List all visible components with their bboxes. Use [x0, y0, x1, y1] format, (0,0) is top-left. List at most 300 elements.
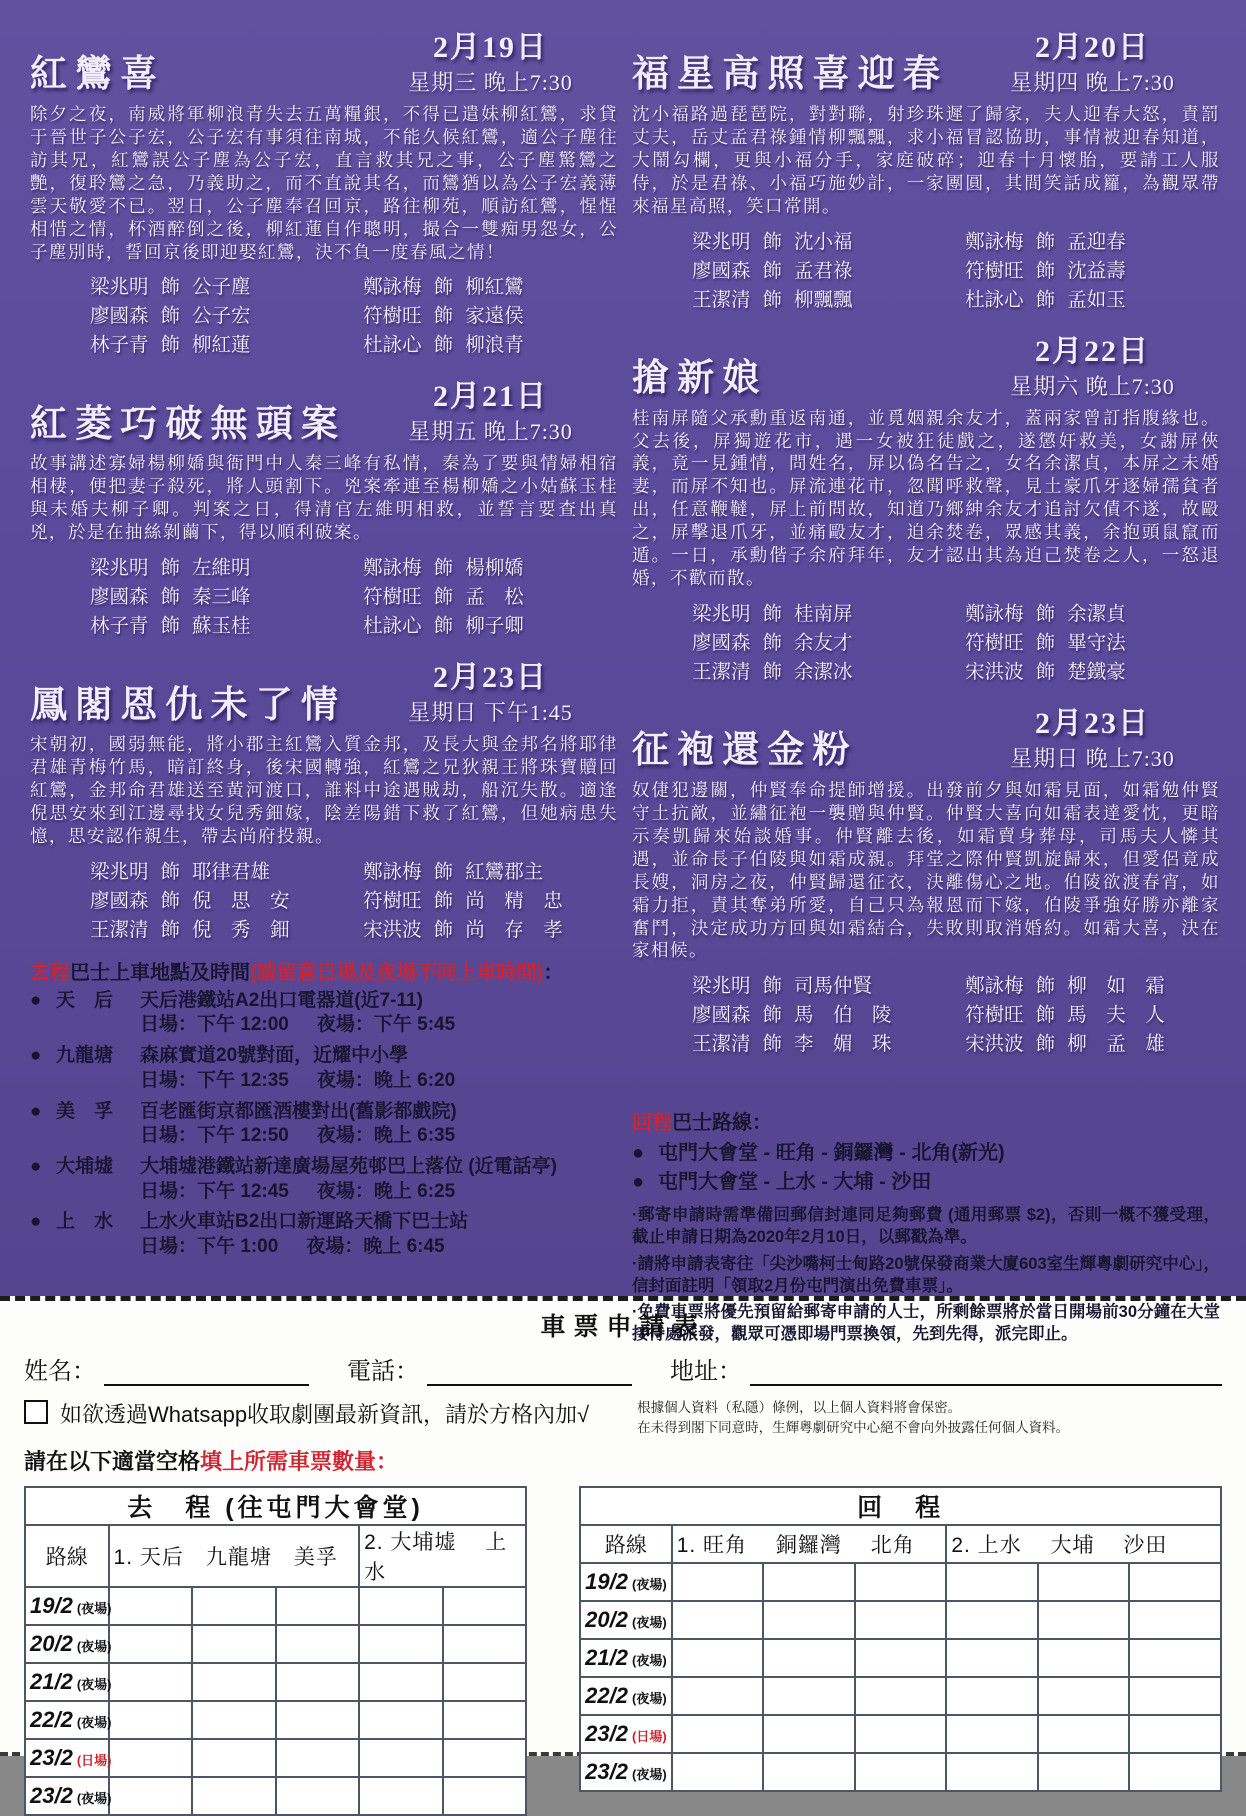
cast-role: 楚鐵豪: [1067, 661, 1126, 683]
show-date-block: [965, 698, 1220, 773]
cast-actor: 符樹旺: [363, 306, 422, 328]
ticket-qty-cell[interactable]: [946, 1715, 1038, 1753]
night-session-time: 夜場：晚上 6:25: [316, 1180, 456, 1202]
cast-entry: [90, 610, 349, 638]
row-session: (日場): [631, 1729, 667, 1745]
cast-list: [632, 218, 1220, 312]
ticket-qty-cell[interactable]: [1129, 1563, 1221, 1601]
ticket-qty-cell[interactable]: [109, 1625, 193, 1663]
route-group-1-header: 1. 天后 九龍塘 美孚: [109, 1525, 360, 1587]
show-title: 紅鸞喜: [30, 54, 166, 96]
bus-stop: [30, 1210, 618, 1259]
row-session: (夜場): [631, 1615, 667, 1631]
row-date: 22/2: [30, 1707, 73, 1733]
ticket-qty-cell[interactable]: [276, 1587, 360, 1625]
cast-entry: [965, 598, 1212, 626]
cast-entry: [692, 970, 951, 998]
table-outbound-wrap: [24, 1486, 527, 1816]
cast-actor: 林子青: [90, 335, 149, 357]
ticket-qty-cell[interactable]: [855, 1677, 947, 1715]
cast-role: 楊柳嬌: [465, 558, 524, 580]
ticket-qty-cell[interactable]: [359, 1701, 443, 1739]
bus-stop-location: 森麻實道20號對面，近耀中小學: [140, 1045, 409, 1067]
show-synopsis: 宋朝初，國弱無能，將小郡主紅鸞入質金邦，及長大與金邦名將耶律君雄青梅竹馬，暗訂終身，後宋國轉強，紅鸞之兄狄親王將珠寶贖回紅鸞，金邦命君雄送至黃河渡口，誰料中途遇賊劫，船沉失散。適逢倪思安來到江邊尋找女兒秀鈿嫁，陰差陽錯下救了紅鸞，但她病患失憶，思安認作親生，帶去尚府投親。: [30, 734, 618, 846]
cast-entry: [90, 552, 349, 580]
bus-stop-name: 上 水: [56, 1211, 114, 1233]
form-fields-row: [18, 1351, 1228, 1386]
cast-role-label: 飾: [762, 603, 783, 625]
ticket-qty-cell[interactable]: [946, 1753, 1038, 1791]
flyer-right-column: [632, 22, 1220, 1344]
ticket-qty-cell[interactable]: [276, 1701, 360, 1739]
ticket-qty-cell[interactable]: [1129, 1753, 1221, 1791]
row-date: 20/2: [585, 1607, 628, 1633]
cast-role-label: 飾: [160, 890, 181, 912]
cast-role: 家遠侯: [465, 306, 524, 328]
show-title: 征袍還金粉: [632, 730, 858, 772]
ticket-qty-cell[interactable]: [763, 1601, 855, 1639]
cast-entry: [363, 581, 610, 609]
ticket-qty-cell[interactable]: [109, 1739, 193, 1777]
ticket-qty-cell[interactable]: [109, 1777, 193, 1815]
show-weekday-time: 星期三 晚上7:30: [408, 70, 573, 95]
ticket-qty-cell[interactable]: [443, 1663, 527, 1701]
show-date-block: [965, 326, 1220, 401]
cast-role-label: 飾: [433, 861, 454, 883]
show-title: 紅菱巧破無頭案: [30, 403, 346, 445]
cast-entry: [90, 271, 349, 299]
cast-entry: [692, 226, 951, 254]
cast-role: 公子塵: [192, 277, 251, 299]
cast-role: 紅鸞郡主: [465, 861, 544, 883]
flyer-left-column: [30, 22, 618, 1296]
night-session-time: 夜場：晚上 6:35: [316, 1125, 456, 1147]
day-session-time: 日場：下午 12:50: [140, 1125, 289, 1147]
cast-actor: 鄭詠梅: [363, 558, 422, 580]
date-row-label: [25, 1739, 112, 1777]
bus-stop-line: [30, 1044, 618, 1069]
row-session: (夜場): [76, 1791, 112, 1807]
table-date-row: [25, 1663, 526, 1701]
cast-role-label: 飾: [762, 976, 783, 998]
ticket-qty-cell[interactable]: [276, 1625, 360, 1663]
bus-stop-name: 美 孚: [56, 1100, 114, 1122]
cast-actor: 杜詠心: [965, 289, 1024, 311]
show-header: [30, 652, 618, 727]
cast-entry: [90, 329, 349, 357]
cast-actor: 符樹旺: [363, 587, 422, 609]
table-title: 去 程 (往屯門大會堂): [25, 1487, 526, 1525]
ticket-qty-cell[interactable]: [1038, 1677, 1130, 1715]
cast-actor: 鄭詠梅: [965, 231, 1024, 253]
ticket-qty-cell[interactable]: [192, 1739, 276, 1777]
cast-role: 沈益壽: [1067, 260, 1126, 282]
cast-entry: [965, 1028, 1212, 1056]
show-date: 2月23日: [1035, 706, 1150, 740]
ticket-qty-cell[interactable]: [855, 1601, 947, 1639]
cast-entry: [692, 627, 951, 655]
row-session: (夜場): [76, 1601, 112, 1617]
show-block-鳳閣恩仇未了情: [30, 652, 618, 942]
cast-entry: [363, 271, 610, 299]
date-row-label: [580, 1639, 672, 1677]
cast-actor: 杜詠心: [363, 335, 422, 357]
show-block-搶新娘: [632, 326, 1220, 684]
cast-actor: 廖國森: [692, 1005, 751, 1027]
ticket-qty-cell[interactable]: [672, 1715, 764, 1753]
ticket-qty-cell[interactable]: [192, 1587, 276, 1625]
table-date-row: [580, 1753, 1221, 1791]
return-route: [632, 1168, 1220, 1197]
cast-entry: [965, 656, 1212, 684]
cast-role-label: 飾: [1035, 1034, 1056, 1056]
show-date-block: [965, 22, 1220, 97]
fill-instruction: [18, 1445, 1228, 1476]
return-label-red: 回程: [632, 1112, 672, 1135]
cast-actor: 王潔清: [692, 289, 751, 311]
ticket-qty-cell[interactable]: [855, 1715, 947, 1753]
cast-actor: 杜詠心: [363, 616, 422, 638]
bullet-icon: ●: [632, 1171, 645, 1194]
cast-entry: [965, 999, 1212, 1027]
show-block-紅菱巧破無頭案: [30, 371, 618, 638]
cast-entry: [90, 581, 349, 609]
row-date: 21/2: [585, 1645, 628, 1671]
ticket-qty-cell[interactable]: [672, 1753, 764, 1791]
cast-role: 柳 孟 雄: [1067, 1034, 1165, 1056]
ticket-qty-cell[interactable]: [359, 1625, 443, 1663]
ticket-qty-cell[interactable]: [946, 1639, 1038, 1677]
row-date: 19/2: [585, 1569, 628, 1595]
cast-actor: 王潔清: [692, 1034, 751, 1056]
row-date: 20/2: [30, 1631, 73, 1657]
row-session: (夜場): [631, 1577, 667, 1593]
date-row-label: [25, 1777, 112, 1815]
bus-stop-location: 百老匯街京都匯酒樓對出(舊影都戲院): [140, 1100, 457, 1122]
ticket-qty-cell[interactable]: [109, 1663, 193, 1701]
bus-stop-location: 天后港鐵站A2出口電器道(近7-11): [140, 989, 423, 1011]
cast-role-label: 飾: [1035, 603, 1056, 625]
cast-role-label: 飾: [433, 890, 454, 912]
show-synopsis: 桂南屏隨父承勳重返南通，並覓姻親余友才，蓋兩家曾訂指腹緣也。父去後，屏獨遊花市，遇一女被狂徒戲之，遂懲奸救美，女謝屏俠義，竟一見鍾情，問姓名，屏以偽名告之，女名余潔貞，本屏之未婚妻，而屏不知也。屏流連花市，忽聞呼救聲，見土豪爪牙逐婦孺貧者出，任意鞭韃，屏上前問故，知道乃鄉紳余友才追討欠債不遂，故毆之，屏擊退爪牙，並痛毆友才，迫余焚卷，眾感其義，余抱頭鼠竄而遁。一日，承勳偕子余府拜年，友才認出其為迫己焚卷之人，一怒退婚，不歡而散。: [632, 407, 1220, 589]
cast-entry: [965, 226, 1212, 254]
date-row-label: [25, 1587, 112, 1625]
ticket-qty-cell[interactable]: [276, 1663, 360, 1701]
bullet-icon: ●: [632, 1142, 645, 1165]
cast-role-label: 飾: [433, 277, 454, 299]
row-date: 19/2: [30, 1593, 73, 1619]
cast-role-label: 飾: [762, 1034, 783, 1056]
row-session: (夜場): [76, 1639, 112, 1655]
show-header: [632, 326, 1220, 401]
cast-list: [632, 962, 1220, 1056]
cast-role: 孟君祿: [794, 260, 853, 282]
ticket-qty-cell[interactable]: [443, 1625, 527, 1663]
show-header: [632, 698, 1220, 773]
ticket-qty-cell[interactable]: [1038, 1753, 1130, 1791]
ticket-qty-cell[interactable]: [359, 1663, 443, 1701]
route-group-2-header: 2. 上水 大埔 沙田: [946, 1525, 1221, 1563]
cast-role: 司馬仲賢: [794, 976, 873, 998]
show-block-征袍還金粉: [632, 698, 1220, 1056]
ticket-qty-cell[interactable]: [763, 1677, 855, 1715]
ticket-qty-cell[interactable]: [1129, 1715, 1221, 1753]
cast-list: [632, 590, 1220, 684]
show-weekday-time: 星期四 晚上7:30: [1010, 70, 1175, 95]
departure-heading: [30, 956, 618, 985]
cast-role-label: 飾: [762, 260, 783, 282]
row-date: 23/2: [30, 1745, 73, 1771]
ticket-qty-cell[interactable]: [276, 1739, 360, 1777]
ticket-qty-cell[interactable]: [1038, 1601, 1130, 1639]
cast-actor: 梁兆明: [692, 976, 751, 998]
departure-note: (請留意日場及夜場不同上車時間): [250, 961, 544, 984]
cast-actor: 符樹旺: [363, 890, 422, 912]
cast-list: [30, 544, 618, 638]
cast-actor: 廖國森: [90, 890, 149, 912]
ticket-qty-cell[interactable]: [443, 1739, 527, 1777]
show-header: [30, 22, 618, 97]
ticket-qty-cell[interactable]: [192, 1663, 276, 1701]
ticket-qty-cell[interactable]: [1129, 1601, 1221, 1639]
day-session-time: 日場：下午 12:45: [140, 1180, 289, 1202]
departure-colon: ：: [543, 961, 564, 984]
cast-actor: 梁兆明: [90, 861, 149, 883]
date-row-label: [580, 1601, 672, 1639]
phone-input[interactable]: [427, 1358, 632, 1386]
cast-role-label: 飾: [762, 289, 783, 311]
cast-role-label: 飾: [160, 587, 181, 609]
date-row-label: [25, 1663, 112, 1701]
ticket-qty-cell[interactable]: [109, 1701, 193, 1739]
cast-role: 馬 伯 陵: [794, 1005, 892, 1027]
cast-role-label: 飾: [1035, 260, 1056, 282]
ticket-qty-cell[interactable]: [192, 1701, 276, 1739]
route-group-2-header: 2. 大埔墟 上水: [359, 1525, 526, 1587]
return-route-text: 屯門大會堂 - 上水 - 大埔 - 沙田: [658, 1171, 932, 1194]
bullet-icon: ●: [30, 1045, 42, 1067]
row-session: (日場): [76, 1753, 112, 1769]
bus-stop-times: [30, 1069, 618, 1094]
cast-role: 耶律君雄: [192, 861, 271, 883]
night-session-time: 夜場：晚上 6:45: [306, 1235, 445, 1257]
table-date-row: [25, 1587, 526, 1625]
show-synopsis: 沈小福路過琵琶院，對對聯，射珍珠遲了歸家，夫人迎春大怒，責罰丈夫，岳丈孟君祿鍾情柳飄飄，求小福冒認協助，事情被迎春知道，大鬧勾欄，更與小福分手，家庭破碎；迎春十月懷胎，要請工人服侍，於是君祿、小福巧施妙計，一家團圓，其間笑話成籮，為觀眾帶來福星高照，笑口常開。: [632, 104, 1220, 216]
table-header-row: [25, 1525, 526, 1587]
ticket-qty-cell[interactable]: [192, 1777, 276, 1815]
ticket-qty-cell[interactable]: [443, 1587, 527, 1625]
bus-stop-line: [30, 989, 618, 1014]
ticket-qty-cell[interactable]: [672, 1601, 764, 1639]
bullet-icon: ●: [30, 989, 42, 1011]
ticket-qty-cell[interactable]: [763, 1715, 855, 1753]
cast-role-label: 飾: [433, 335, 454, 357]
bus-stop-location: 上水火車站B2出口新運路天橋下巴士站: [140, 1211, 469, 1233]
bus-stop: [30, 989, 618, 1038]
cast-role: 尚 存 孝: [465, 919, 563, 941]
cast-actor: 鄭詠梅: [363, 277, 422, 299]
ticket-qty-cell[interactable]: [109, 1587, 193, 1625]
cast-role: 柳紅鸞: [465, 277, 524, 299]
ticket-qty-cell[interactable]: [855, 1753, 947, 1791]
return-heading: [632, 1106, 1220, 1135]
cast-role: 李 媚 珠: [794, 1034, 892, 1056]
show-date: 2月21日: [433, 380, 548, 414]
ticket-qty-cell[interactable]: [763, 1753, 855, 1791]
cast-actor: 梁兆明: [90, 277, 149, 299]
return-route-text: 屯門大會堂 - 旺角 - 銅鑼灣 - 北角(新光): [658, 1142, 1005, 1165]
row-date: 22/2: [585, 1683, 628, 1709]
cast-actor: 廖國森: [90, 306, 149, 328]
ticket-qty-cell[interactable]: [359, 1587, 443, 1625]
table-date-row: [580, 1677, 1221, 1715]
show-synopsis: 故事講述寡婦楊柳嬌與衙門中人秦三峰有私情，秦為了要與情婦相宿相棲，便把妻子殺死，將人頭割下。兇案牽連至楊柳嬌之小姑蘇玉桂與未婚夫柳子卿。判案之日，得清官左維明相救，並誓言要查出真兇，於是在抽絲剝繭下，得以順利破案。: [30, 453, 618, 543]
cast-entry: [90, 914, 349, 942]
cast-actor: 梁兆明: [692, 231, 751, 253]
name-label: 姓名：: [24, 1358, 96, 1385]
bus-stop-name: 天 后: [56, 989, 114, 1011]
table-return-wrap: [579, 1486, 1222, 1816]
cast-entry: [363, 329, 610, 357]
route-column-header: 路線: [25, 1525, 109, 1587]
bus-stop-name: 大埔墟: [56, 1155, 114, 1177]
cast-role-label: 飾: [762, 231, 783, 253]
cast-actor: 林子青: [90, 616, 149, 638]
cast-role-label: 飾: [160, 306, 181, 328]
ticket-qty-cell[interactable]: [276, 1777, 360, 1815]
date-row-label: [580, 1563, 672, 1601]
cast-entry: [965, 627, 1212, 655]
ticket-qty-cell[interactable]: [946, 1601, 1038, 1639]
show-weekday-time: 星期六 晚上7:30: [1010, 373, 1175, 399]
ticket-qty-cell[interactable]: [763, 1639, 855, 1677]
cast-role-label: 飾: [1035, 976, 1056, 998]
ticket-qty-cell[interactable]: [1038, 1639, 1130, 1677]
ticket-qty-cell[interactable]: [1038, 1715, 1130, 1753]
day-session-time: 日場：下午 12:00: [140, 1014, 289, 1036]
cast-role-label: 飾: [1035, 289, 1056, 311]
show-block-福星高照喜迎春: [632, 22, 1220, 312]
ticket-qty-cell[interactable]: [672, 1563, 764, 1601]
privacy-notice: [637, 1398, 1069, 1437]
bus-stop-times: [30, 1235, 618, 1260]
cast-role: 尚 精 忠: [465, 890, 563, 912]
cast-role: 柳子卿: [465, 616, 524, 638]
ticket-qty-cell[interactable]: [443, 1701, 527, 1739]
cast-actor: 符樹旺: [965, 632, 1024, 654]
row-session: (夜場): [76, 1677, 112, 1693]
ticket-qty-cell[interactable]: [946, 1563, 1038, 1601]
departure-label-red: 去程: [30, 961, 70, 984]
ticket-qty-cell[interactable]: [763, 1563, 855, 1601]
instruction-prefix: 請在以下適當空格: [24, 1449, 201, 1475]
cast-entry: [692, 999, 951, 1027]
ticket-qty-cell[interactable]: [359, 1739, 443, 1777]
cast-actor: 宋洪波: [965, 1034, 1024, 1056]
cast-role: 孟迎春: [1067, 231, 1126, 253]
cast-role-label: 飾: [1035, 661, 1056, 683]
table-date-row: [580, 1639, 1221, 1677]
phone-label: 電話：: [347, 1358, 419, 1385]
show-synopsis: 除夕之夜，南威將軍柳浪青失去五萬糧銀，不得已遣妹柳紅鸞，求貸于晉世子公子宏，公子宏有事須往南城，不能久候紅鸞，適公子塵往訪其兄，紅鸞誤公子塵為公子宏，直言救其兄之事，公子塵驚鸞之艷，復聆鸞之急，乃義助之，而不直說其名，而鸞猶以為公子宏義薄雲天敬愛不已。翌日，公子塵奉召回京，路往柳苑，順訪紅鸞，惺惺相惜之情，杯酒醉倒之後，柳紅蓮自作聰明，撮合一雙痴男怨女，公子塵別時，誓回京後即迎娶紅鸞，決不負一度春風之情！: [30, 104, 618, 262]
cast-list: [30, 263, 618, 357]
cast-role-label: 飾: [1035, 231, 1056, 253]
row-date: 21/2: [30, 1669, 73, 1695]
cast-role: 柳紅蓮: [192, 335, 251, 357]
ticket-qty-cell[interactable]: [855, 1563, 947, 1601]
cast-role: 倪 思 安: [192, 890, 290, 912]
show-date: 2月22日: [1035, 334, 1150, 368]
bullet-icon: ●: [30, 1155, 42, 1177]
ticket-qty-cell[interactable]: [359, 1777, 443, 1815]
cast-role: 公子宏: [192, 306, 251, 328]
address-input[interactable]: [750, 1358, 1222, 1386]
cast-actor: 廖國森: [692, 260, 751, 282]
ticket-qty-cell[interactable]: [443, 1777, 527, 1815]
table-title-row: [580, 1487, 1221, 1525]
cast-entry: [692, 598, 951, 626]
cast-role-label: 飾: [1035, 632, 1056, 654]
show-weekday-time: 星期日 晚上7:30: [1010, 745, 1175, 771]
row-date: 23/2: [585, 1759, 628, 1785]
ticket-qty-cell[interactable]: [946, 1677, 1038, 1715]
application-note: ·免費車票將優先預留給郵寄申請的人士，所剩餘票將於當日開場前30分鐘在大堂接待處派發，觀眾可憑即場門票換領，先到先得，派完即止。: [632, 1303, 1220, 1344]
route-column-header: 路線: [580, 1525, 672, 1563]
show-block-紅鸞喜: [30, 22, 618, 357]
cast-role: 孟如玉: [1067, 289, 1126, 311]
ticket-qty-cell[interactable]: [855, 1639, 947, 1677]
cast-actor: 王潔清: [90, 919, 149, 941]
cast-actor: 宋洪波: [363, 919, 422, 941]
return-label: 巴士路線：: [672, 1112, 772, 1135]
cast-role: 余潔冰: [794, 661, 853, 683]
ticket-qty-cell[interactable]: [1038, 1563, 1130, 1601]
cast-role: 桂南屏: [794, 603, 853, 625]
whatsapp-checkbox[interactable]: [24, 1400, 48, 1424]
cast-role-label: 飾: [433, 587, 454, 609]
cast-role-label: 飾: [762, 661, 783, 683]
ticket-qty-cell[interactable]: [672, 1677, 764, 1715]
row-session: (夜場): [631, 1691, 667, 1707]
cast-actor: 鄭詠梅: [965, 603, 1024, 625]
cast-role: 畢守法: [1067, 632, 1126, 654]
show-date-block: [363, 22, 618, 97]
ticket-qty-cell[interactable]: [1129, 1677, 1221, 1715]
ticket-qty-cell[interactable]: [1129, 1639, 1221, 1677]
bus-stop-line: [30, 1210, 618, 1235]
cast-role: 倪 秀 鈿: [192, 919, 290, 941]
date-row-label: [25, 1625, 112, 1663]
row-session: (夜場): [631, 1653, 667, 1669]
cast-entry: [363, 300, 610, 328]
cast-role-label: 飾: [160, 277, 181, 299]
cast-role-label: 飾: [433, 616, 454, 638]
date-row-label: [580, 1677, 672, 1715]
table-title: 回 程: [580, 1487, 1221, 1525]
cast-role: 蘇玉桂: [192, 616, 251, 638]
cast-entry: [90, 885, 349, 913]
cast-role-label: 飾: [160, 335, 181, 357]
cast-actor: 宋洪波: [965, 661, 1024, 683]
name-input[interactable]: [104, 1358, 309, 1386]
cast-entry: [363, 856, 610, 884]
ticket-qty-cell[interactable]: [192, 1625, 276, 1663]
cast-role: 馬 夫 人: [1067, 1005, 1165, 1027]
whatsapp-consent-row: [18, 1398, 1228, 1437]
row-date: 23/2: [585, 1721, 628, 1747]
cast-role-label: 飾: [160, 919, 181, 941]
ticket-qty-cell[interactable]: [672, 1639, 764, 1677]
